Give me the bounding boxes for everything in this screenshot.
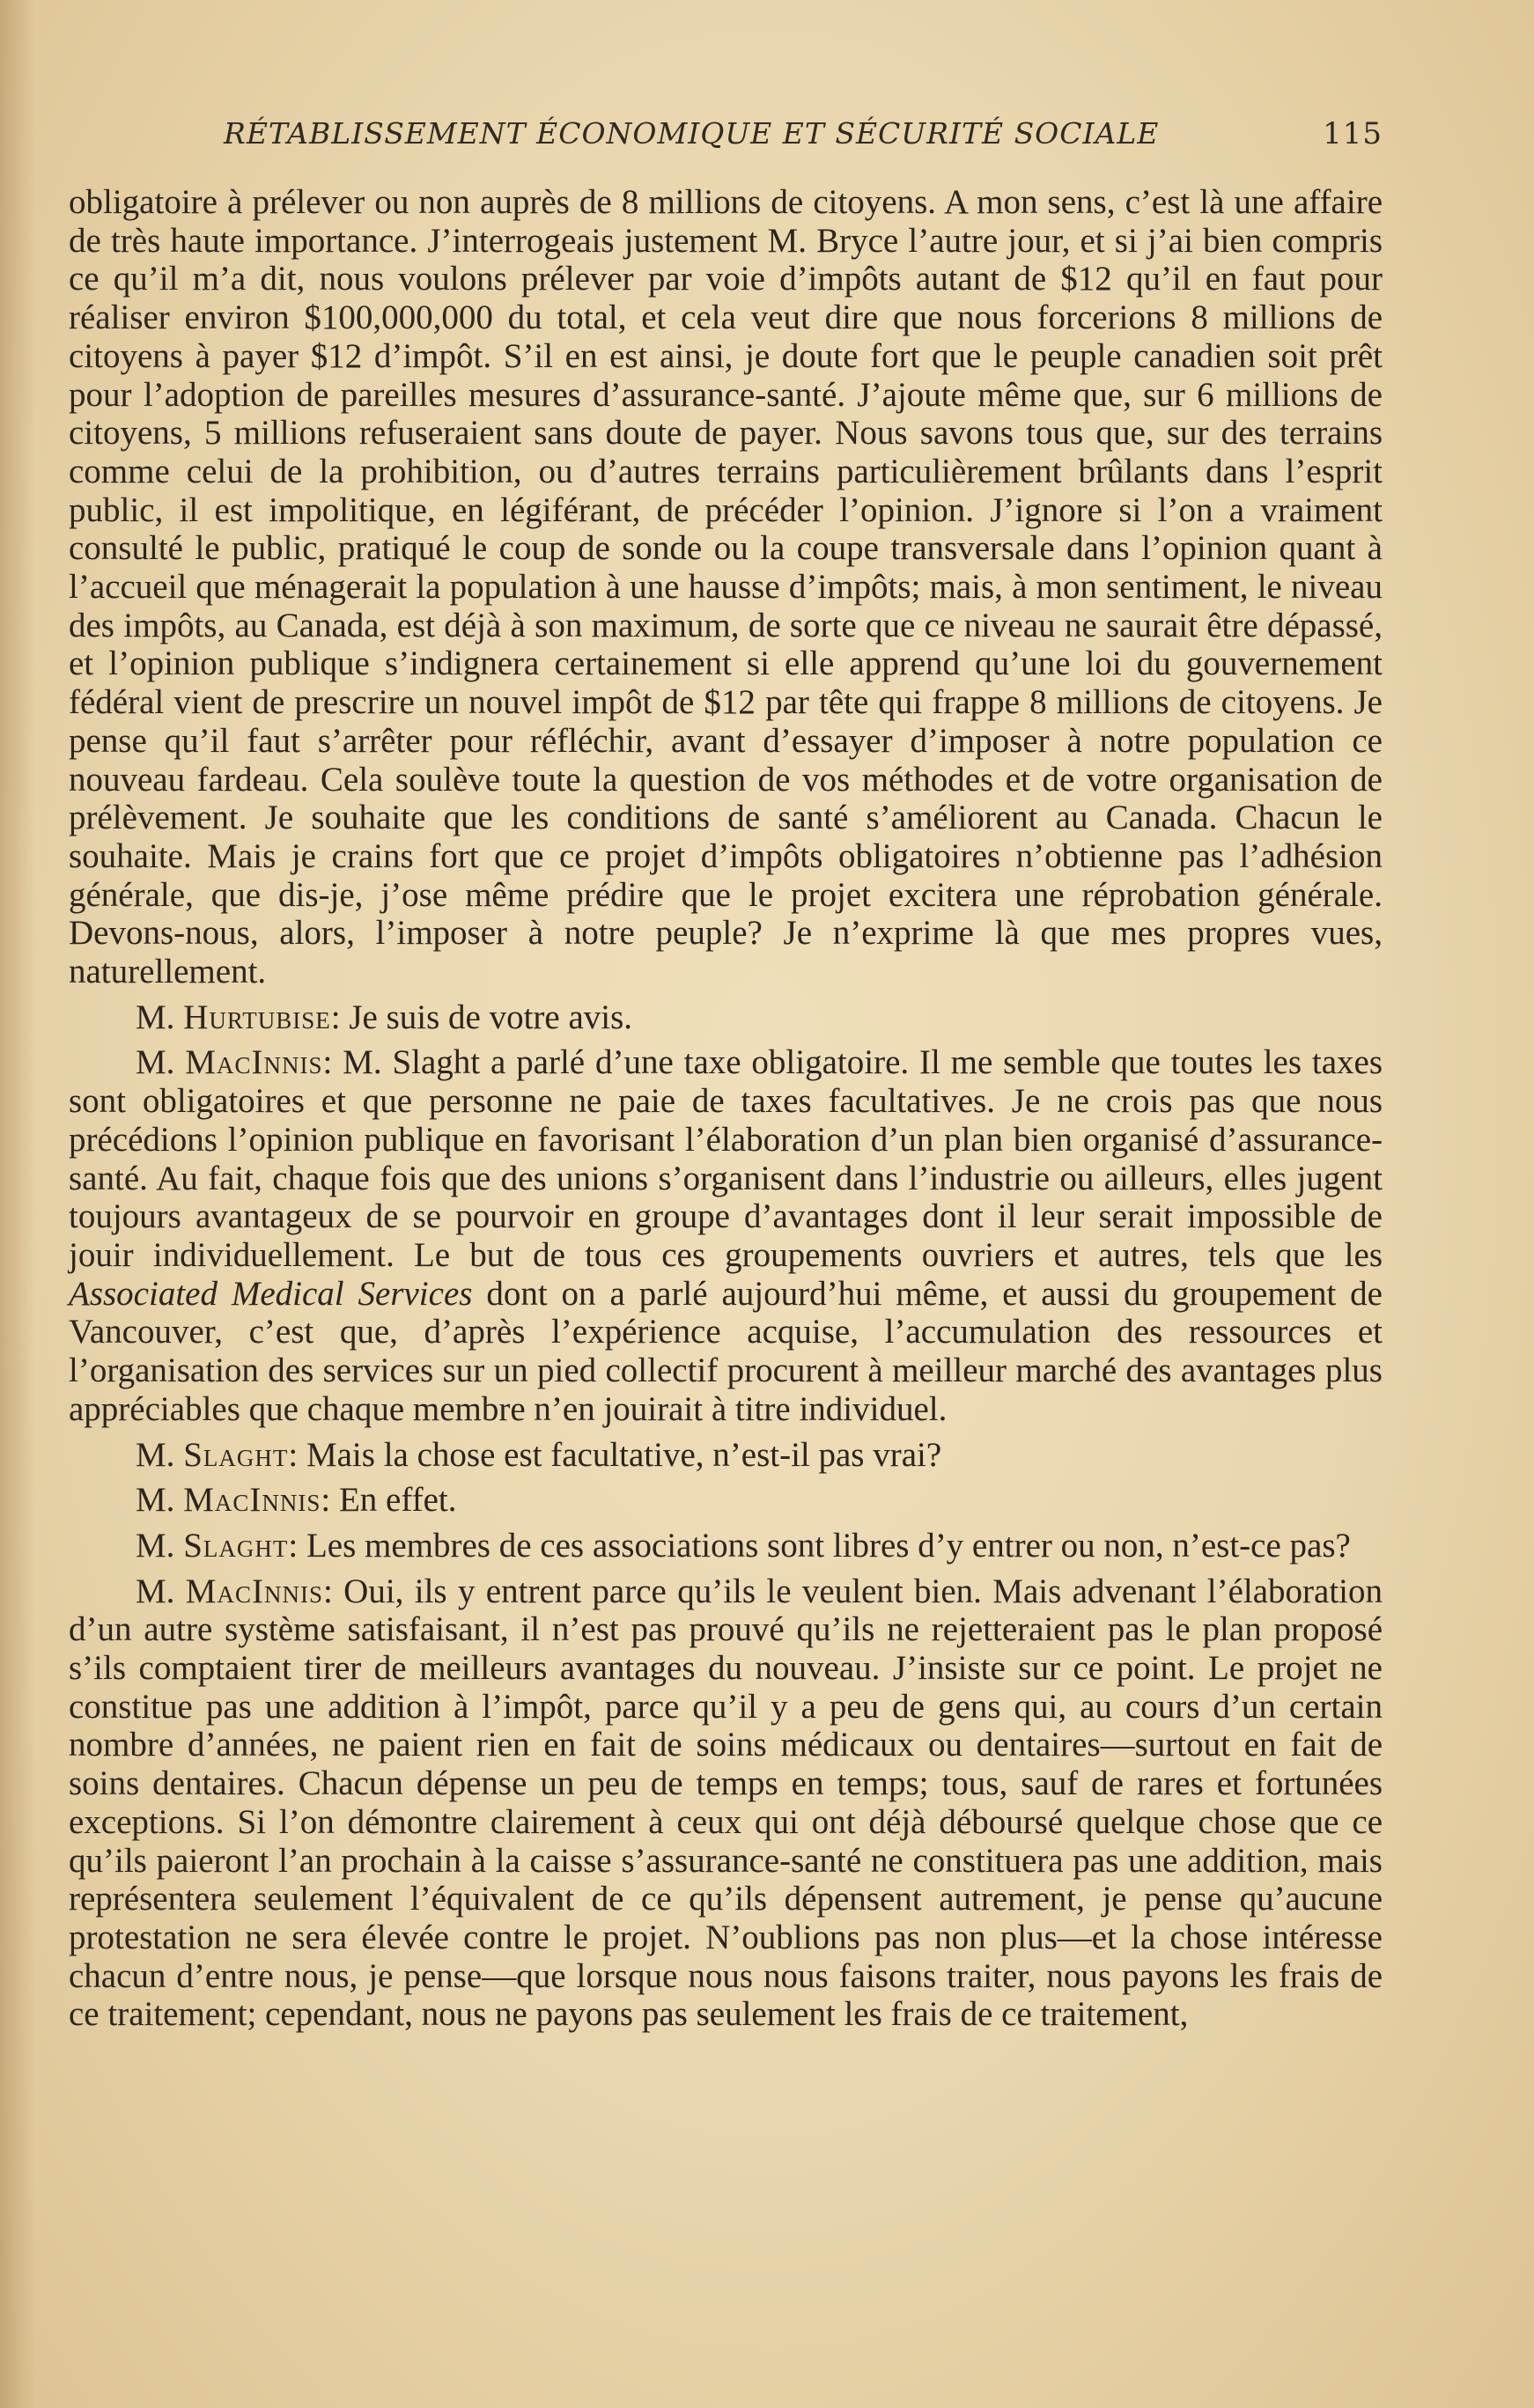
page-number: 115 [1323,116,1383,151]
page-edge-shadow [0,0,35,2408]
paragraph-slaght-1 [69,1436,1383,1475]
paragraph-slaght-2 [69,1527,1383,1565]
body-text [69,183,1383,2034]
speaker-prefix: M. [136,1481,184,1520]
speaker-name: Hurtubise [183,998,331,1036]
paragraph-text: : Mais la chose est facultative, n’est-il pas vrai? [288,1435,942,1474]
speaker-name: Slaght [183,1526,289,1565]
paragraph-text: : M. Slaght a parlé d’une taxe obligatoire. Il me semble que toutes les taxes sont obligatoires et que personne ne paie de taxes facultatives. Je ne crois pas que nous précédions l’opinion publique en favorisant l’élaboration d’un plan bien organisé d’assurance-santé. Au fait, chaque fois que des unions s’organisent dans l’industrie ou ailleurs, elles jugent toujours avantageux de se pourvoir en groupe d’avantages dont il leur serait impossible de jouir individuellement. Le but de tous ces groupements ouvriers et autres, tels que les [69,1043,1383,1274]
paragraph-macinnis-2 [69,1481,1383,1520]
speaker-prefix: M. [136,1043,186,1082]
italic-organization-name: Associated Medical Services [69,1274,473,1313]
speaker-name: MacInnis [183,1481,321,1520]
paragraph-text: obligatoire à prélever ou non auprès de 8 millions de citoyens. A mon sens, c’est là une affaire de très haute importance. J’interrogeais justement M. Bryce l’autre jour, et si j’ai bien compris ce qu’il m’a dit, nous voulons prélever par voie d’impôts autant de $12 qu’il en faut pour réaliser environ $100,000,000 du total, et cela veut dire que nous forcerions 8 millions de citoyens à payer $12 d’impôt. S’il en est ainsi, je doute fort que le peuple canadien soit prêt pour l’adoption de pareilles mesures d’assurance-santé. J’ajoute même que, sur 6 millions de citoyens, 5 millions refuseraient sans doute de payer. Nous savons tous que, sur des terrains comme celui de la prohibition, ou d’autres terrains particulièrement brûlants dans l’esprit public, il est impolitique, en légiférant, de précéder l’opinion. J’ignore si l’on a vraiment consulté le public, pratiqué le coup de sonde ou la coupe transversale dans l’opinion quant à l’accueil que ménagerait la population à une hausse d’impôts; mais, à mon sentiment, le niveau des impôts, au Canada, est déjà à son maximum, de sorte que ce niveau ne saurait être dépassé, et l’opinion publique s’indignera certainement si elle apprend qu’une loi du gouvernement fédéral vient de prescrire un nouvel impôt de $12 par tête qui frappe 8 millions de citoyens. Je pense qu’il faut s’arrêter pour réfléchir, avant d’essayer d’imposer à notre population ce nouveau fardeau. Cela soulève toute la question de vos méthodes et de votre organisation de prélèvement. Je souhaite que les conditions de santé s’améliorent au Canada. Chacun le souhaite. Mais je crains fort que ce projet d’impôts obligatoires n’obtienne pas l’adhésion générale, que dis-je, j’ose même prédire que le projet excitera une réprobation générale. Devons-nous, alors, l’imposer à notre peuple? Je n’exprime là que mes propres vues, naturellement. [69,183,1383,991]
paragraph-macinnis-1 [69,1043,1383,1428]
running-header [220,116,1383,169]
speaker-name: Slaght [183,1435,289,1474]
speaker-name: MacInnis [185,1043,323,1082]
speaker-prefix: M. [136,998,184,1036]
speaker-name: MacInnis [185,1572,323,1610]
paragraph-text: : Je suis de votre avis. [330,998,633,1036]
paragraph-hurtubise [69,998,1383,1037]
paragraph-text: : En effet. [321,1481,457,1520]
paragraph-continuation [69,183,1383,991]
running-title: RÉTABLISSEMENT ÉCONOMIQUE ET SÉCURITÉ SOCIALE [224,116,1160,151]
paragraph-text: : Oui, ils y entrent parce qu’ils le veulent bien. Mais advenant l’élaboration d’un autre système satisfaisant, il n’est pas prouvé qu’ils ne rejetteraient pas le plan proposé s’ils comptaient tirer de meilleurs avantages du nouveau. J’insiste sur ce point. Le projet ne constitue pas une addition à l’impôt, parce qu’il y a peu de gens qui, au cours d’un certain nombre d’années, ne paient rien en fait de soins médicaux ou dentaires—surtout en fait de soins dentaires. Chacun dépense un peu de temps en temps; tous, sauf de rares et fortunées exceptions. Si l’on démontre clairement à ceux qui ont déjà déboursé quelque chose que ce qu’ils paieront l’an prochain à la caisse s’assurance-santé ne constituera pas une addition, mais représentera seulement l’équivalent de ce qu’ils dépensent autrement, je pense qu’aucune protestation ne sera élevée contre le projet. N’oublions pas non plus—et la chose intéresse chacun d’entre nous, je pense—que lorsque nous nous faisons traiter, nous payons les frais de ce traitement; cependant, nous ne payons pas seulement les frais de ce traitement, [69,1572,1383,2034]
paragraph-text-continued: dont on a parlé aujourd’hui même, et aussi du groupement de Vancouver, c’est que, d’après l’expérience acquise, l’accumulation des ressources et l’organisation des services sur un pied collectif procurent à meilleur marché des avantages plus appréciables que chaque membre n’en jouirait à titre individuel. [69,1274,1383,1428]
speaker-prefix: M. [136,1435,184,1474]
paragraph-macinnis-3 [69,1572,1383,2034]
speaker-prefix: M. [136,1526,184,1565]
speaker-prefix: M. [136,1572,186,1610]
paragraph-text: : Les membres de ces associations sont libres d’y entrer ou non, n’est-ce pas? [288,1526,1351,1565]
